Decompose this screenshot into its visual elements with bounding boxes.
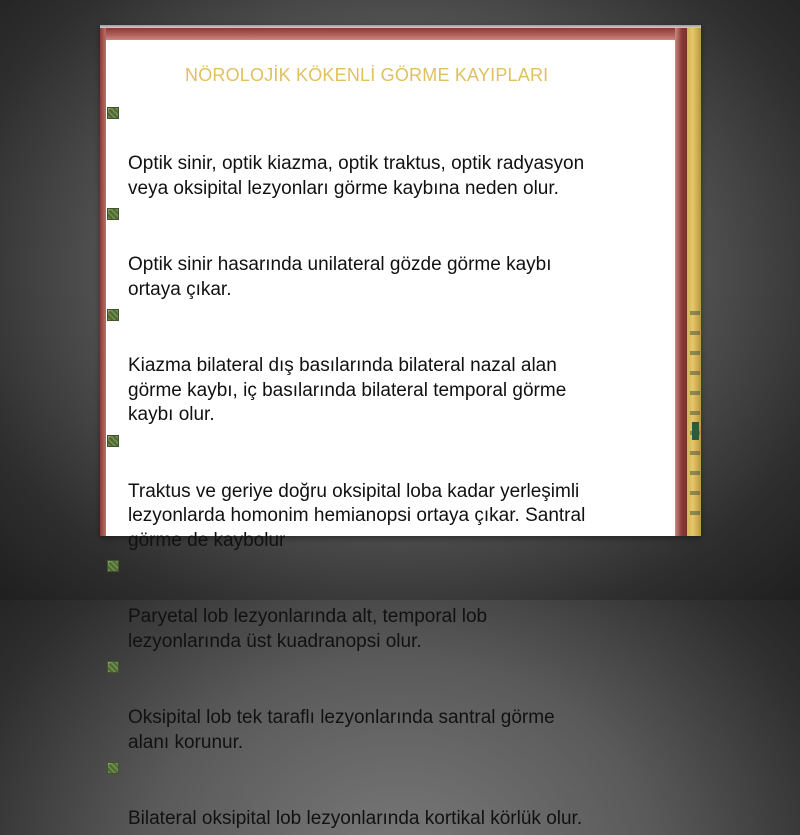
- bullet-text: Traktus ve geriye doğru oksipital loba kadar yerleşimli lezyonlarda homonim hemianopsi ortaya çıkar. Santral görme de kaybolur: [128, 480, 586, 551]
- list-item: [106, 305, 675, 428]
- list-item: [106, 204, 675, 302]
- frame-right-border: [675, 28, 687, 536]
- bullet-text: Optik sinir, optik kiazma, optik traktus, optik radyasyon veya oksipital lezyonları görme kaybına neden olur.: [128, 153, 585, 199]
- olive-square-bullet-icon: [107, 661, 119, 673]
- side-strip-pattern: [690, 295, 700, 515]
- list-item: [106, 758, 675, 832]
- bullet-text: Optik sinir hasarında unilateral gözde görme kaybı ortaya çıkar.: [128, 254, 552, 300]
- bullet-text: Bilateral oksipital lob lezyonlarında kortikal körlük olur.: [128, 808, 583, 829]
- olive-square-bullet-icon: [107, 107, 119, 119]
- bullet-text: Oksipital lob tek taraflı lezyonlarında santral görme alanı korunur.: [128, 707, 555, 753]
- slide-content: [106, 40, 675, 829]
- bullet-list: [106, 103, 675, 835]
- olive-square-bullet-icon: [107, 560, 119, 572]
- olive-square-bullet-icon: [107, 435, 119, 447]
- slide: [100, 25, 701, 829]
- olive-square-bullet-icon: [107, 762, 119, 774]
- side-strip-mark: [692, 422, 699, 440]
- olive-square-bullet-icon: [107, 208, 119, 220]
- bullet-text: Paryetal lob lezyonlarında alt, temporal lob lezyonlarında üst kuadranopsi olur.: [128, 606, 488, 652]
- list-item: [106, 431, 675, 554]
- list-item: [106, 556, 675, 654]
- slide-title: NÖROLOJİK KÖKENLİ GÖRME KAYIPLARI: [185, 65, 549, 85]
- list-item: [106, 657, 675, 755]
- bullet-text: Kiazma bilateral dış basılarında bilateral nazal alan görme kaybı, iç basılarında bilateral temporal görme kaybı olur.: [128, 355, 567, 425]
- frame-top-border: [100, 28, 688, 40]
- list-item: [106, 103, 675, 201]
- olive-square-bullet-icon: [107, 309, 119, 321]
